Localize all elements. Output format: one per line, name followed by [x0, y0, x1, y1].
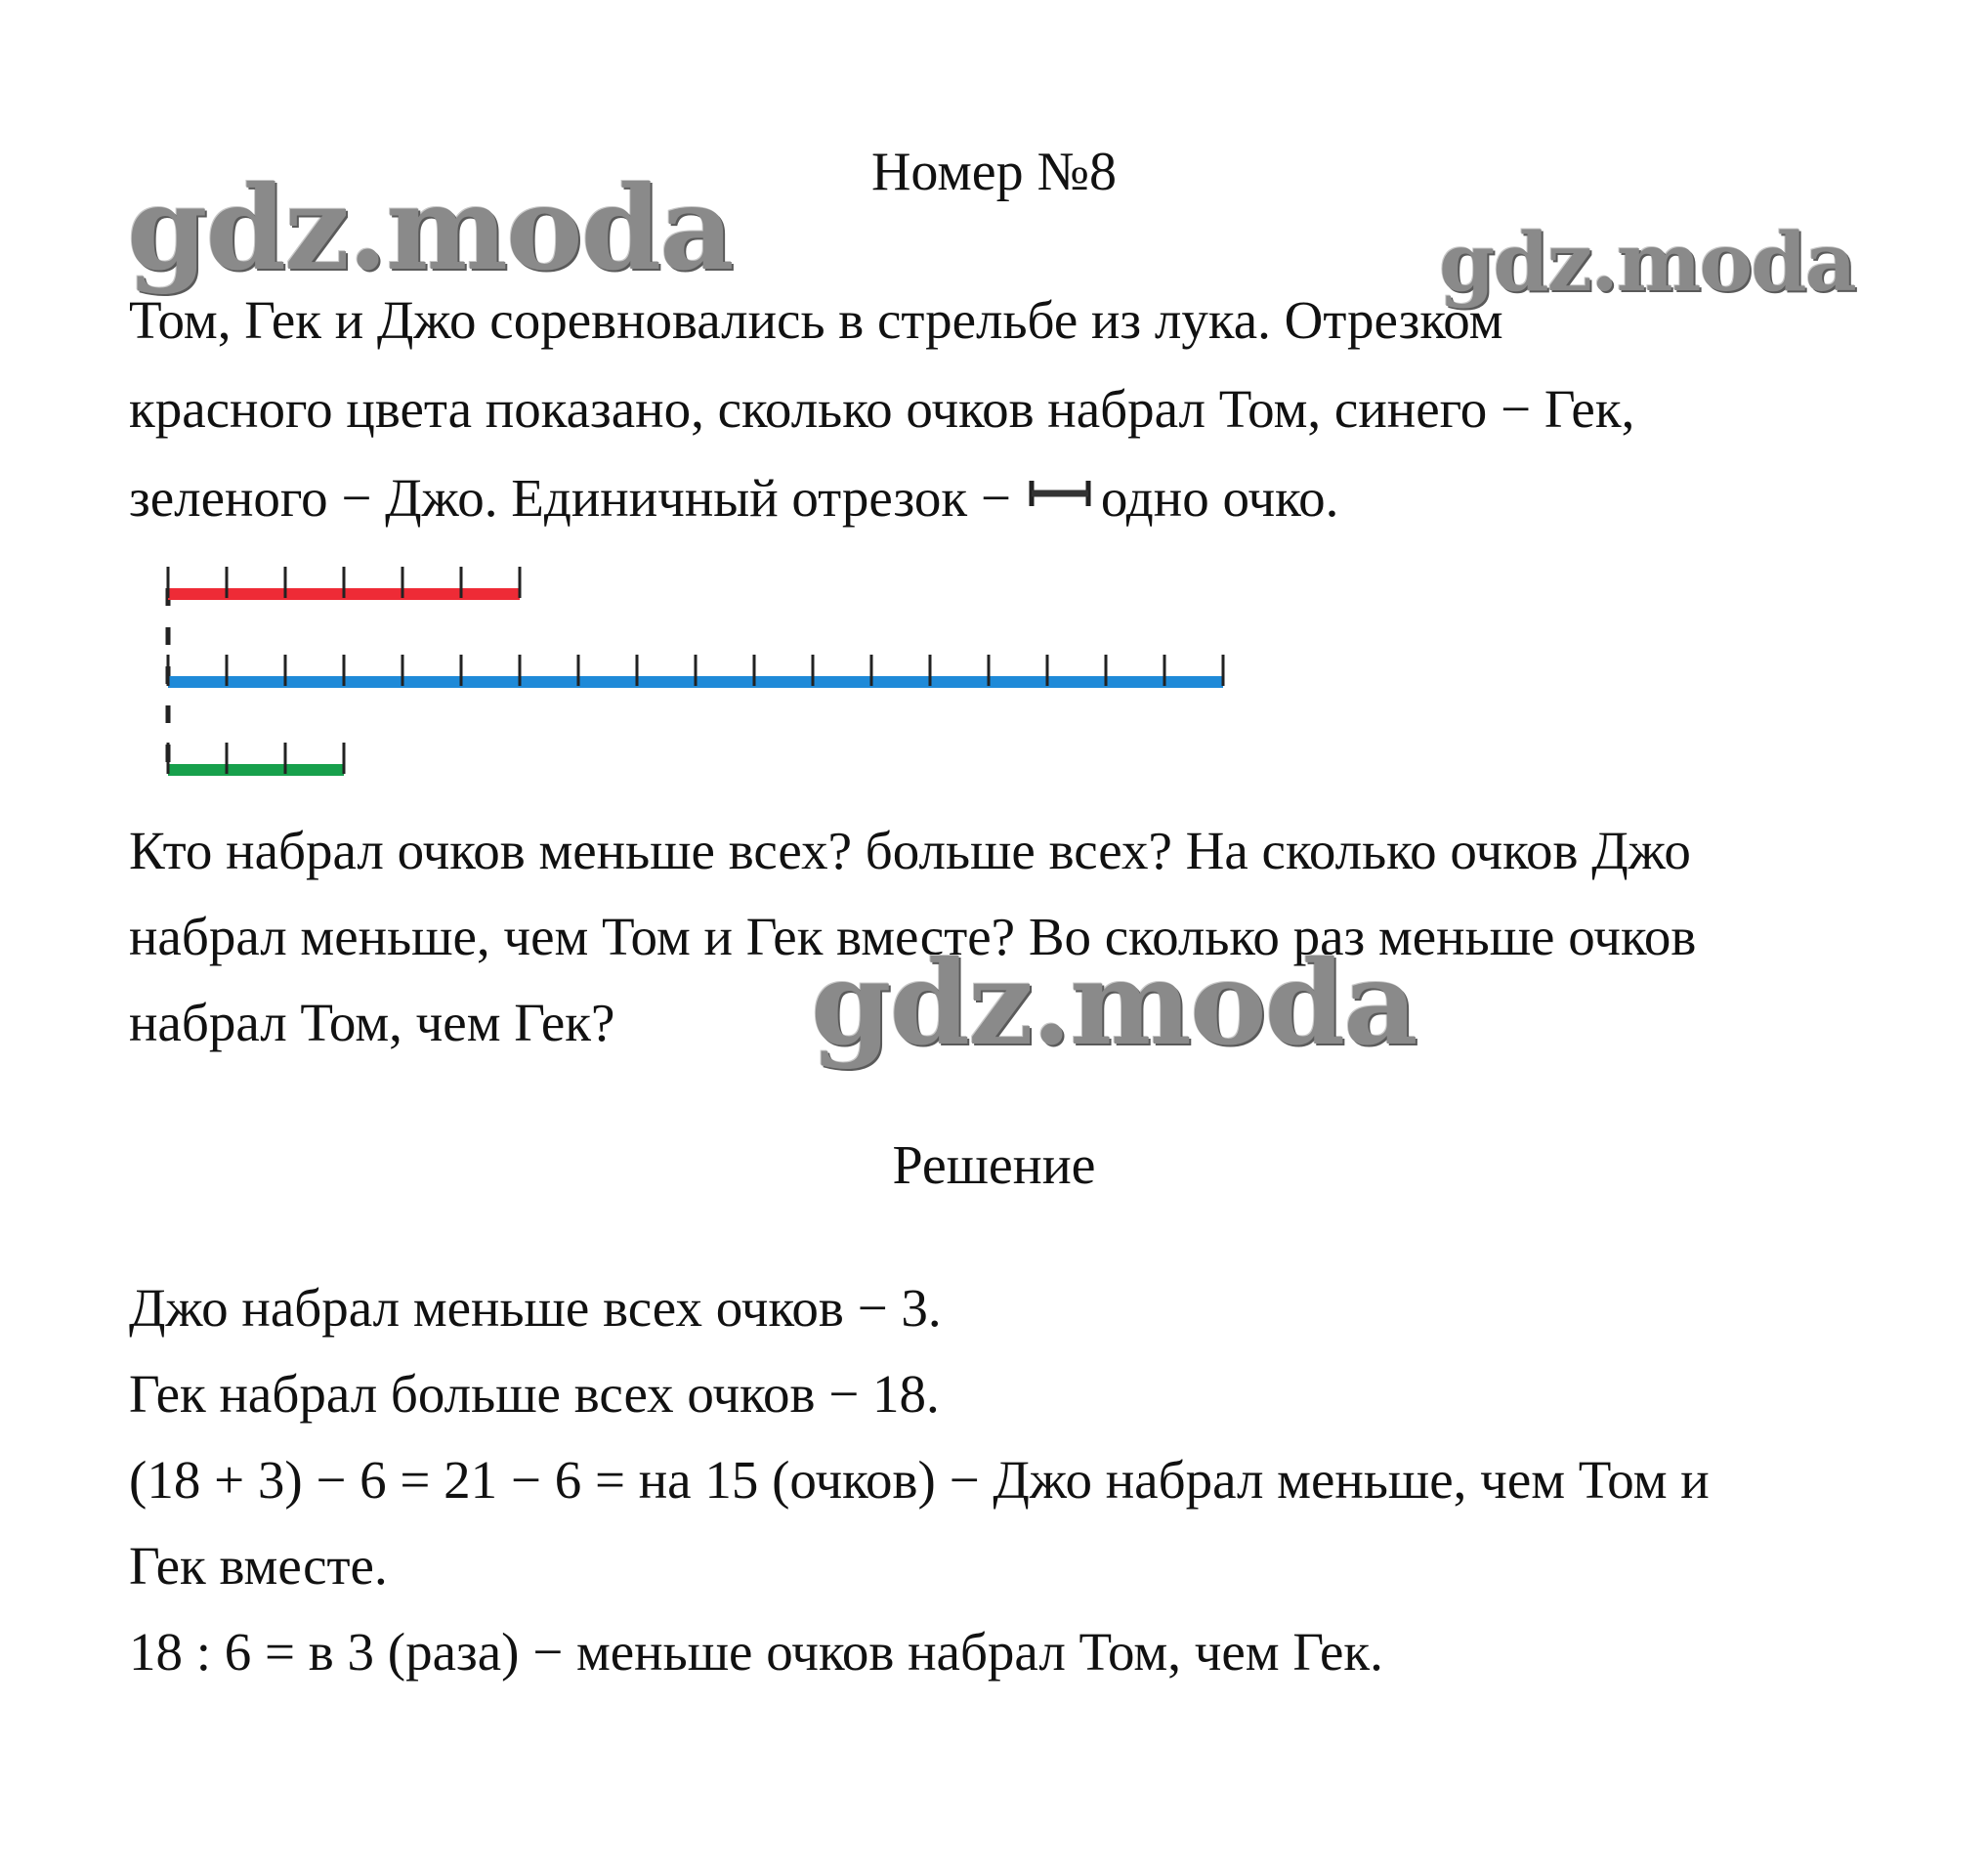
solution-line: 18 : 6 = в 3 (раза) − меньше очков набрал Том, чем Гек. — [129, 1622, 1383, 1682]
watermark-logo: gdz.moda — [1439, 216, 1855, 310]
solution-body — [129, 1265, 1907, 1695]
question-line: набрал Том, чем Гек? — [129, 993, 615, 1052]
problem-line: Том, Гек и Джо соревновались в стрельбе из лука. Отрезком — [129, 290, 1503, 350]
segments-group — [168, 567, 1223, 774]
solution-line: Гек вместе. — [129, 1536, 388, 1596]
problem-line-end: одно очко. — [1100, 468, 1339, 528]
question-line: Кто набрал очков меньше всех? больше всех? На сколько очков Джо — [129, 821, 1691, 880]
watermark-logo: gdz.moda — [127, 160, 733, 296]
solution-line: Гек набрал больше всех очков − 18. — [129, 1364, 940, 1424]
page-title: Номер №8 — [870, 142, 1118, 202]
solution-line: Джо набрал меньше всех очков − 3. — [129, 1278, 942, 1338]
segment-diagram — [0, 528, 1270, 782]
solution-heading: Решение — [892, 1135, 1096, 1196]
question-line: набрал меньше, чем Том и Гек вместе? Во сколько раз меньше очков — [129, 907, 1697, 966]
problem-line: красного цвета показано, сколько очков набрал Том, синего − Гек, — [129, 379, 1635, 439]
problem-statement — [129, 276, 1907, 542]
problem-line-start: зеленого − Джо. Единичный отрезок − — [129, 468, 1011, 528]
solution-line: (18 + 3) − 6 = 21 − 6 = на 15 (очков) − Джо набрал меньше, чем Том и — [129, 1450, 1710, 1510]
watermark-logo: gdz.moda — [811, 935, 1417, 1071]
unit-segment-icon — [1029, 479, 1091, 508]
